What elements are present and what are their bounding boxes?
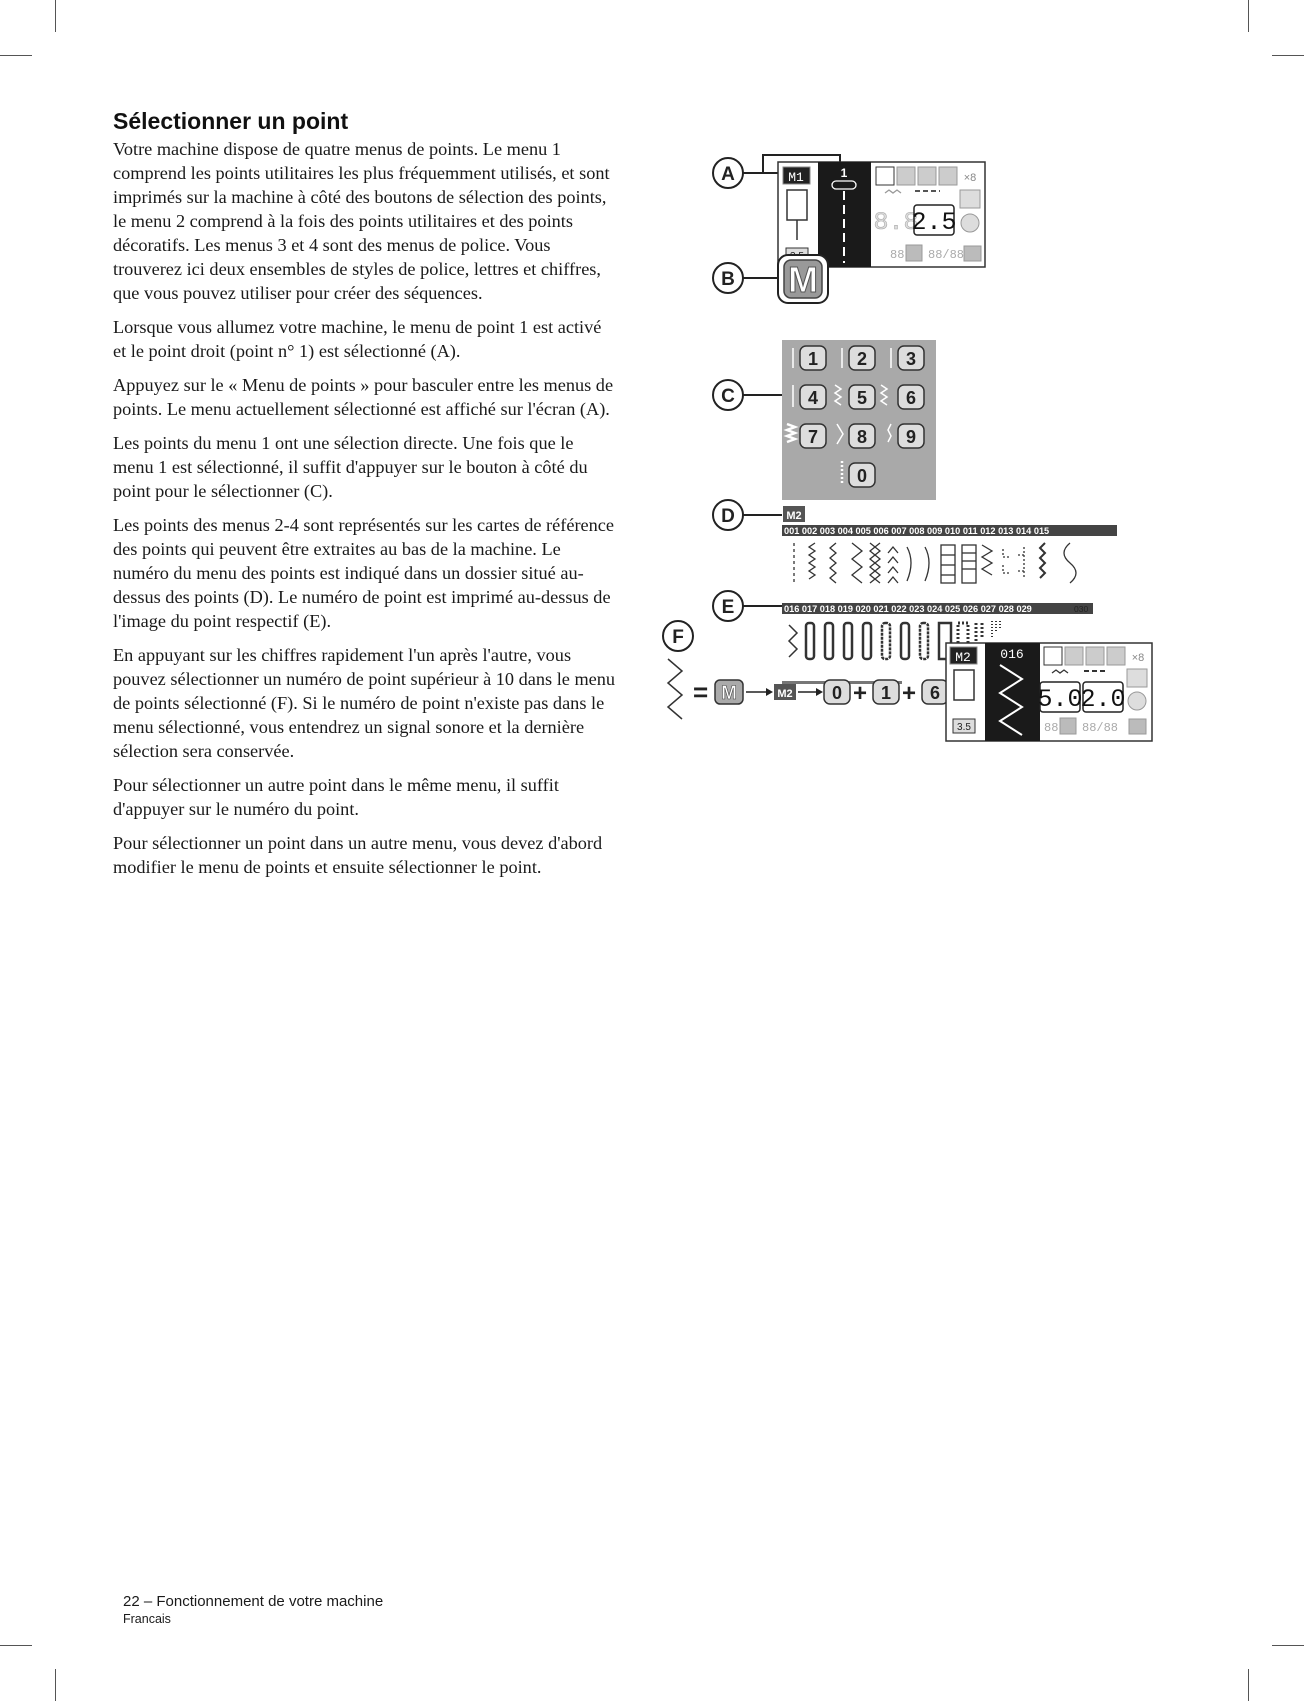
stitch-number: 016: [1000, 647, 1024, 662]
selection-sequence: [668, 659, 948, 719]
paragraph: Pour sélectionner un point dans un autre menu, vous devez d'abord modifier le menu de points et ensuite sélectionner le point.: [113, 833, 603, 877]
key-7: 7: [807, 427, 819, 447]
width-display: 2.5: [911, 208, 957, 237]
seq-key-6: 6: [929, 683, 941, 703]
callout-c: [713, 380, 782, 410]
paragraph: Les points du menu 1 ont une sélection directe. Une fois que le menu 1 est sélectionné, il suffit d'appuyer sur le bouton à côté du point pour le sélectionner (C).: [113, 433, 588, 501]
paragraph: En appuyant sur les chiffres rapidement l'un après l'autre, vous pouvez sélectionner un numéro de point supérieur à 10 dans le menu de points sélectionné (F). Si le numéro de point n'existe pas dans le menu sélectionné, vous entendrez un signal sonore et la dernière sélection sera conservée.: [113, 645, 616, 761]
card-menu-tab: M2: [786, 510, 802, 522]
text-column: [113, 108, 618, 889]
callout-b: [713, 263, 780, 293]
crop-mark: [1248, 0, 1249, 32]
plus-sign: +: [902, 680, 917, 707]
memory-number: 88: [890, 248, 905, 262]
callout-e: [713, 591, 782, 621]
stitch-images-row1: [794, 543, 1076, 583]
key-4: 4: [807, 388, 819, 408]
key-1: 1: [807, 349, 819, 369]
paragraph: Appuyez sur le « Menu de points » pour basculer entre les menus de points. Le menu actuellement sélectionné est affiché sur l'écran (A).: [113, 375, 614, 419]
language-label: Francais: [123, 1612, 171, 1626]
crop-mark: [0, 55, 32, 56]
memory-position: 88/88: [928, 248, 965, 262]
menu-button: [778, 255, 828, 303]
equals-sign: =: [693, 677, 709, 707]
svg-text:F: F: [672, 627, 684, 648]
menu-indicator: M1: [788, 170, 804, 185]
stitch-number: 1: [840, 166, 848, 180]
lcd-display-a: [778, 162, 985, 267]
callout-d: [713, 500, 782, 530]
foot-size: 3.5: [957, 722, 971, 733]
svg-text:D: D: [721, 506, 735, 527]
crop-mark: [55, 1669, 56, 1701]
page-footer: [123, 1593, 383, 1626]
stitch-selection-illustration: [660, 145, 1180, 810]
key-6: 6: [905, 388, 917, 408]
width-display: 5.0: [1037, 685, 1083, 714]
paragraph: Pour sélectionner un autre point dans le même menu, il suffit d'appuyer sur le numéro du point.: [113, 775, 559, 819]
paragraph: Votre machine dispose de quatre menus de points. Le menu 1 comprend les points utilitaires les plus fréquemment utilisés, et sont imprimés sur la machine à côté des boutons de sélection des points, le menu 2 comprend à la fois des points utilitaires et des points décoratifs. Les menus 3 et 4 sont des menus de police. Vous trouverez ici deux ensembles de styles de police, lettres et chiffres, que vous pouvez utiliser pour créer des séquences.: [113, 139, 610, 303]
crop-mark: [0, 1645, 32, 1646]
memory-position: 88/88: [1082, 721, 1119, 735]
memory-number: 88: [1044, 721, 1059, 735]
stitch-numbers-row2: 016 017 018 019 020 021 022 023 024 025 026 027 028 029: [784, 604, 1032, 614]
seq-menu-m2: M2: [777, 688, 793, 700]
crop-mark: [55, 0, 56, 32]
mirror-label: ×8: [1131, 652, 1145, 664]
page-title: Sélectionner un point: [113, 108, 349, 134]
key-0: 0: [856, 466, 868, 486]
crop-mark: [1272, 55, 1304, 56]
length-display: 8.8: [873, 208, 919, 237]
crop-mark: [1272, 1645, 1304, 1646]
mirror-label: ×8: [963, 172, 977, 184]
key-9: 9: [905, 427, 917, 447]
paragraph: Lorsque vous allumez votre machine, le menu de point 1 est activé et le point droit (point n° 1) est sélectionné (A).: [113, 317, 602, 361]
key-5: 5: [856, 388, 868, 408]
key-3: 3: [905, 349, 917, 369]
svg-text:E: E: [721, 597, 735, 618]
seq-menu-button: M: [721, 683, 737, 704]
callout-f: [663, 621, 693, 651]
svg-text:M: M: [788, 259, 818, 300]
key-8: 8: [856, 427, 868, 447]
paragraph: Les points des menus 2-4 sont représentés sur les cartes de référence des points qui peuvent être extraites au bas de la machine. Le numéro du menu des points est indiqué dans un dossier situé au-dessus des points (D). Le numéro de point est imprimé au-dessus de l'image du point respectif (E).: [113, 515, 615, 631]
seq-key-1: 1: [880, 683, 892, 703]
svg-text:C: C: [721, 386, 735, 407]
menu-indicator: M2: [955, 650, 971, 665]
crop-mark: [1248, 1669, 1249, 1701]
page-number-line: 22 – Fonctionnement de votre machine: [123, 1593, 384, 1610]
key-2: 2: [856, 349, 868, 369]
plus-sign: +: [853, 680, 868, 707]
seq-key-0: 0: [831, 683, 843, 703]
svg-text:B: B: [721, 269, 735, 290]
stitch-numbers-row1: 001 002 003 004 005 006 007 008 009 010 011 012 013 014 015: [784, 526, 1050, 536]
length-display: 2.0: [1080, 685, 1126, 714]
lcd-display-f: [946, 643, 1152, 741]
number-keypad: [782, 340, 936, 500]
stitch-number-partial: 030: [1074, 604, 1089, 614]
svg-text:A: A: [721, 164, 735, 185]
